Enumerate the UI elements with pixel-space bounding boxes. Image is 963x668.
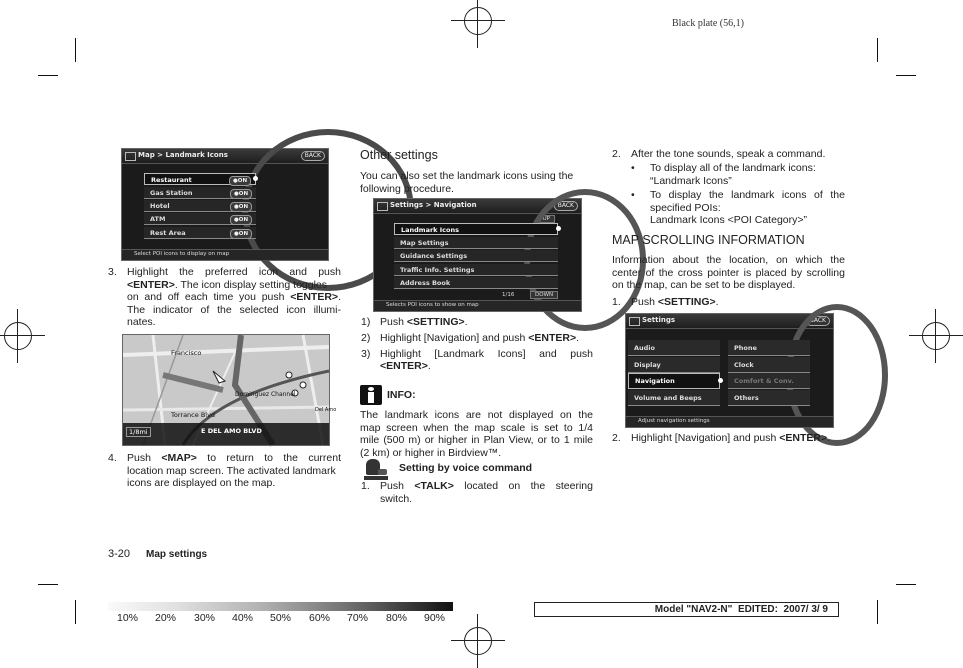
- info-label: INFO:: [387, 389, 416, 401]
- list-item[interactable]: [144, 227, 256, 239]
- crop-mark: [896, 584, 916, 585]
- step-number: 2.: [612, 432, 621, 444]
- step-text: Highlight [Navigation] and push <ENTER>.: [380, 332, 580, 344]
- grayscale-bar: [108, 602, 453, 611]
- voice-step-text: Push <TALK> located on the steering switch.: [380, 480, 593, 505]
- step-number: 1.: [612, 296, 621, 308]
- menu-item-comfort[interactable]: Comfort & Conv.: [728, 373, 810, 389]
- screen-title: Settings > Navigation: [390, 201, 477, 209]
- map-label: Torrance Blvd: [171, 411, 216, 419]
- list-item[interactable]: [144, 213, 256, 225]
- plate-label: Black plate (56,1): [672, 18, 744, 29]
- menu-item-clock[interactable]: Clock: [728, 357, 810, 373]
- step-text: After the tone sounds, speak a command.: [631, 148, 826, 160]
- percent-label: 90%: [424, 612, 446, 624]
- list-item[interactable]: Address Book: [394, 277, 558, 289]
- section-name: Map settings: [146, 549, 208, 560]
- list-item[interactable]: Map Settings: [394, 237, 558, 249]
- screen-footer: Selects POI icons to show on map: [374, 300, 581, 311]
- info-icon: [360, 385, 382, 405]
- scale-indicator: 1/8mi: [126, 427, 151, 437]
- item-label: Rest Area: [150, 229, 186, 237]
- menu-item-display[interactable]: Display: [628, 357, 720, 373]
- step-text: <ENTER>.: [380, 360, 431, 372]
- voice-command-label: Setting by voice command: [399, 462, 533, 474]
- list-item[interactable]: Landmark Icons: [394, 223, 558, 235]
- registration-mark: [919, 319, 953, 353]
- up-button[interactable]: UP: [538, 215, 555, 223]
- list-item[interactable]: [144, 187, 256, 199]
- item-label: Hotel: [150, 202, 170, 210]
- settings-navigation-screen: [373, 198, 582, 312]
- step-number: 2.: [612, 148, 621, 160]
- intro-text: Information about the location, on which the center of the cross pointer is placed by scrolling on the map, can be set to be displayed.: [612, 254, 845, 292]
- item-label: ATM: [150, 215, 166, 223]
- selection-indicator: [556, 226, 561, 231]
- map-view: [122, 334, 337, 446]
- item-label: Restaurant: [151, 176, 192, 184]
- voice-command-icon: [364, 459, 388, 481]
- registration-mark: [1, 319, 35, 353]
- menu-item-others[interactable]: Others: [728, 390, 810, 406]
- map-label: Francisco: [171, 349, 202, 357]
- model-info-box: [534, 602, 839, 617]
- screen-title: Settings: [642, 316, 676, 324]
- settings-icon: [629, 317, 640, 326]
- crop-mark: [38, 584, 58, 585]
- menu-item-navigation[interactable]: Navigation: [628, 373, 720, 389]
- bullet: •: [631, 162, 635, 174]
- bullet: •: [631, 189, 635, 201]
- model-info: Model "NAV2-N" EDITED: 2007/ 3/ 9: [654, 604, 828, 615]
- crop-mark: [38, 75, 58, 76]
- page-number: 3-20: [108, 548, 131, 560]
- map-label: Dominguez Channel: [235, 391, 296, 398]
- registration-mark: [461, 624, 495, 658]
- crop-mark: [75, 38, 76, 62]
- landmark-icons-screen: [121, 148, 329, 261]
- list-item[interactable]: [144, 200, 256, 212]
- down-button[interactable]: DOWN: [530, 291, 558, 299]
- step-number: 3.: [108, 266, 117, 278]
- step-number: 1.: [361, 480, 370, 492]
- step-number: 3): [361, 348, 371, 360]
- step3-text: Highlight the preferred icon and push <ENTER>. The icon display setting toggles on and off each time you push <ENTER>. The indicator of the selected icon illumi- nates.: [127, 266, 341, 329]
- settings-icon: [377, 202, 388, 211]
- crop-mark: [75, 600, 76, 624]
- bullet-text: To display the landmark icons of the specified POIs: Landmark Icons <POI Category>”: [650, 189, 845, 227]
- on-toggle[interactable]: ●ON: [230, 202, 252, 212]
- map-label: Del Amo: [315, 407, 337, 413]
- info-text: The landmark icons are not displayed on the map screen when the map scale is set to 1/4 mile (500 m) or higher in Plan View, or to 1 mile (2 km) or higher in Birdview™.: [360, 409, 593, 459]
- step-text: Highlight [Navigation] and push <ENTER>.: [631, 432, 831, 444]
- percent-label: 20%: [155, 612, 177, 624]
- step-number: 1): [361, 316, 371, 328]
- percent-label: 80%: [386, 612, 408, 624]
- crop-mark: [896, 75, 916, 76]
- page-indicator: 1/16: [502, 292, 515, 298]
- menu-item-audio[interactable]: Audio: [628, 340, 720, 356]
- on-toggle[interactable]: ●ON: [230, 215, 252, 225]
- step-number: 2): [361, 332, 371, 344]
- registration-mark: [461, 4, 495, 38]
- back-button[interactable]: BACK: [554, 201, 578, 211]
- back-button[interactable]: BACK: [301, 151, 325, 161]
- settings-screen: [625, 313, 834, 428]
- crop-mark: [877, 38, 878, 62]
- percent-label: 30%: [194, 612, 216, 624]
- step-text: Push <SETTING>.: [380, 316, 468, 328]
- step4-text: Push <MAP> to return to the current location map screen. The activated landmark icons are displayed on the map.: [127, 452, 341, 490]
- on-toggle[interactable]: ●ON: [230, 189, 252, 199]
- step-text: Push <SETTING>.: [631, 296, 719, 308]
- percent-label: 10%: [117, 612, 139, 624]
- screen-footer: Select POI icons to display on map: [122, 249, 328, 260]
- map-icon: [125, 152, 136, 161]
- item-label: Gas Station: [150, 189, 193, 197]
- screen-footer: Adjust navigation settings: [626, 416, 833, 427]
- intro-text: You can also set the landmark icons using the following procedure.: [360, 170, 574, 195]
- back-button[interactable]: BACK: [806, 316, 830, 326]
- bullet-text: To display all of the landmark icons: “Landmark Icons”: [650, 162, 816, 187]
- menu-item-volume[interactable]: Volume and Beeps: [628, 390, 720, 406]
- step-text: Highlight [Landmark Icons] and push: [380, 348, 593, 360]
- crop-mark: [877, 600, 878, 624]
- screen-title: Map > Landmark Icons: [138, 151, 228, 159]
- selection-indicator: [718, 378, 723, 383]
- list-item[interactable]: Guidance Settings: [394, 250, 558, 262]
- map-scrolling-heading: MAP SCROLLING INFORMATION: [612, 233, 805, 247]
- selection-indicator: [253, 176, 258, 181]
- list-item[interactable]: [144, 173, 256, 185]
- other-settings-heading: Other settings: [360, 148, 438, 162]
- list-item[interactable]: Traffic Info. Settings: [394, 264, 558, 276]
- percent-label: 60%: [309, 612, 331, 624]
- step-number: 4.: [108, 452, 117, 464]
- percent-label: 70%: [347, 612, 369, 624]
- on-toggle[interactable]: ●ON: [229, 176, 251, 186]
- map-label: E DEL AMO BLVD: [201, 427, 262, 435]
- percent-label: 50%: [270, 612, 292, 624]
- menu-item-phone[interactable]: Phone: [728, 340, 810, 356]
- percent-label: 40%: [232, 612, 254, 624]
- on-toggle[interactable]: ●ON: [230, 229, 252, 239]
